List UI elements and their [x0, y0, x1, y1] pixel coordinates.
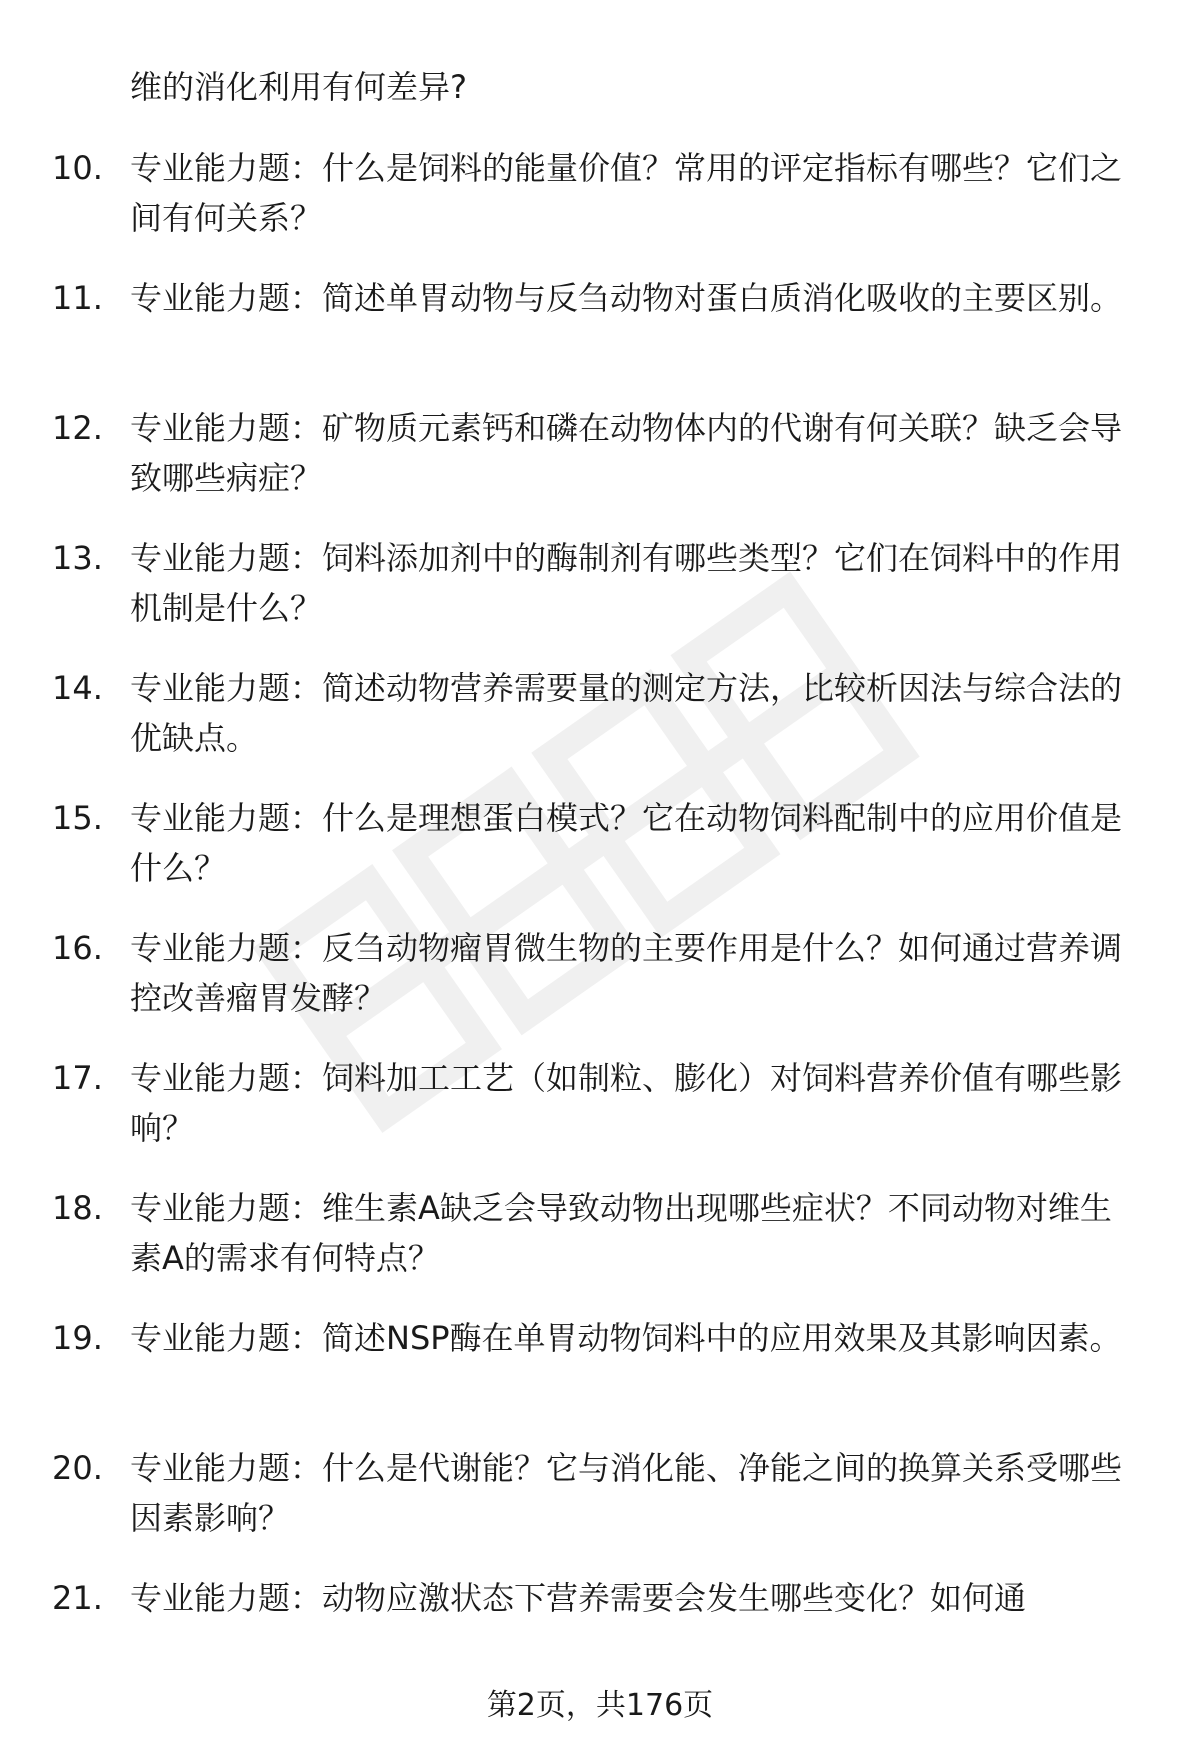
question-text: 专业能力题：简述NSP酶在单胃动物饲料中的应用效果及其影响因素。 [130, 1319, 1122, 1357]
question-list [0, 143, 1200, 1703]
question-text: 专业能力题：简述单胃动物与反刍动物对蛋白质消化吸收的主要区别。 [130, 279, 1123, 317]
question-item [0, 793, 1200, 923]
question-number: 21. [52, 1579, 103, 1617]
question-item [0, 923, 1200, 1053]
question-number: 11. [52, 279, 103, 317]
question-text: 专业能力题：什么是代谢能？它与消化能、净能之间的换算关系受哪些因素影响？ [130, 1449, 1123, 1537]
question-item [0, 143, 1200, 273]
question-number: 16. [52, 929, 103, 967]
question-text: 专业能力题：矿物质元素钙和磷在动物体内的代谢有何关联？缺乏会导致哪些病症？ [130, 409, 1123, 497]
question-number: 15. [52, 799, 103, 837]
question-text: 专业能力题：饲料添加剂中的酶制剂有哪些类型？它们在饲料中的作用机制是什么？ [130, 539, 1123, 627]
question-number: 17. [52, 1059, 103, 1097]
previous-question-continuation: 维的消化利用有何差异? [130, 68, 467, 106]
question-item [0, 533, 1200, 663]
question-item [0, 663, 1200, 793]
question-text: 专业能力题：简述动物营养需要量的测定方法，比较析因法与综合法的优缺点。 [130, 669, 1123, 757]
question-text: 专业能力题：饲料加工工艺（如制粒、膨化）对饲料营养价值有哪些影响？ [130, 1059, 1123, 1147]
question-item [0, 273, 1200, 403]
question-item [0, 1183, 1200, 1313]
question-text: 专业能力题：什么是饲料的能量价值？常用的评定指标有哪些？它们之间有何关系？ [130, 149, 1123, 237]
question-item [0, 1313, 1200, 1443]
question-item [0, 1053, 1200, 1183]
question-text: 专业能力题：什么是理想蛋白模式？它在动物饲料配制中的应用价值是什么？ [130, 799, 1123, 887]
question-text: 专业能力题：维生素A缺乏会导致动物出现哪些症状？不同动物对维生素A的需求有何特点？ [130, 1189, 1112, 1277]
question-number: 10. [52, 149, 103, 187]
question-number: 18. [52, 1189, 103, 1227]
question-text: 专业能力题：动物应激状态下营养需要会发生哪些变化？如何通 [130, 1579, 1027, 1617]
question-item [0, 1443, 1200, 1573]
question-number: 14. [52, 669, 103, 707]
question-item [0, 1573, 1200, 1703]
page-footer: 第2页，共176页 [486, 1688, 714, 1723]
question-number: 12. [52, 409, 103, 447]
question-number: 13. [52, 539, 103, 577]
question-text: 专业能力题：反刍动物瘤胃微生物的主要作用是什么？如何通过营养调控改善瘤胃发酵？ [130, 929, 1123, 1017]
question-number: 19. [52, 1319, 103, 1357]
question-item [0, 403, 1200, 533]
question-number: 20. [52, 1449, 103, 1487]
